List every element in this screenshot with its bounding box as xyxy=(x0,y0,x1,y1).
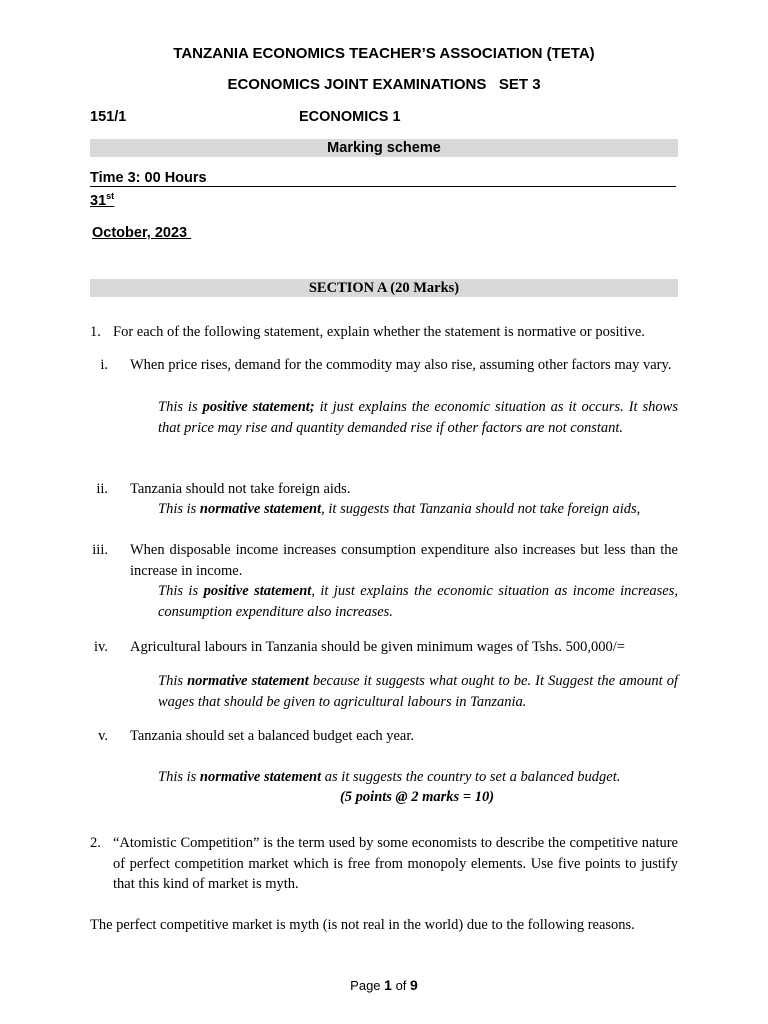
q1-item-number: v. xyxy=(98,728,108,744)
answer-explanation: as it suggests the country to set a balanced budget. xyxy=(321,769,621,785)
paper-code: 151/1 xyxy=(90,109,127,125)
answer-explanation: , it suggests that Tanzania should not take foreign aids, xyxy=(321,501,641,517)
answer-classification: normative statement xyxy=(199,769,322,785)
header-subtitle: ECONOMICS JOINT EXAMINATIONS SET 3 xyxy=(227,76,541,93)
answer-classification: positive statement; xyxy=(202,399,315,415)
answer-explanation: because it suggests what ought to be. It Suggest the amount of wages that should be given to agricultural labours in Tanzania. xyxy=(158,673,678,710)
answer-lead: This is xyxy=(158,399,203,415)
q1-item-number: ii. xyxy=(96,481,108,497)
q2-answer-intro: The perfect competitive market is myth (is not real in the world) due to the following reasons. xyxy=(90,917,635,933)
q1-item-text: Agricultural labours in Tanzania should be given minimum wages of Tshs. 500,000/= xyxy=(130,639,625,655)
answer-lead: This xyxy=(158,673,188,689)
page-word: Page xyxy=(350,978,385,993)
answer-explanation: , it just explains the economic situation as income increases, consumption expenditure also increases. xyxy=(158,583,678,620)
date-day-suffix: st xyxy=(106,191,115,201)
q1-item-answer xyxy=(158,767,678,788)
q1-item-answer xyxy=(158,397,678,438)
answer-classification: normative statement xyxy=(187,673,309,689)
q1-number: 1. xyxy=(90,324,101,340)
page-number: 1 xyxy=(384,977,392,993)
q1-item-answer xyxy=(158,671,678,712)
q1-marks-allocation: (5 points @ 2 marks = 10) xyxy=(339,789,495,805)
q1-item-text: Tanzania should set a balanced budget each year. xyxy=(130,728,415,744)
page-footer xyxy=(0,977,768,993)
time-line xyxy=(90,170,676,187)
q1-item-answer xyxy=(158,581,678,622)
q2-text: “Atomistic Competition” is the term used by some economists to describe the competitive nature of perfect competition market which is free from monopoly elements. Use five points to justify that this kind of market is myth. xyxy=(113,835,678,892)
q1-item-answer xyxy=(158,499,678,520)
q1-text: For each of the following statement, explain whether the statement is normative or positive. xyxy=(113,324,645,340)
header-title: TANZANIA ECONOMICS TEACHER’S ASSOCIATION (TETA) xyxy=(173,45,595,62)
answer-classification: normative statement xyxy=(199,501,322,517)
time-label: Time 3: 00 Hours xyxy=(90,170,207,186)
section-a-title: SECTION A (20 Marks) xyxy=(90,279,678,297)
answer-explanation: it just explains the economic situation as it occurs. It shows that price may rise and quantity demanded rise if other factors are not constant. xyxy=(158,399,678,436)
page-total: 9 xyxy=(410,977,418,993)
q1-item-number: iv. xyxy=(94,639,108,655)
of-word: of xyxy=(391,978,411,993)
answer-lead: This is xyxy=(158,501,200,517)
date-day xyxy=(90,191,114,209)
q1-item-text: When disposable income increases consumption expenditure also increases but less than the increase in income. xyxy=(130,542,678,579)
date-day-num: 31 xyxy=(90,192,107,209)
q1-item-number: i. xyxy=(100,357,108,373)
answer-classification: positive statement xyxy=(203,583,312,599)
q1-item-number: iii. xyxy=(92,542,108,558)
answer-lead: This is xyxy=(158,583,204,599)
q2-number: 2. xyxy=(90,835,101,851)
marking-scheme-banner: Marking scheme xyxy=(90,139,678,157)
date-month-year: October, 2023 xyxy=(92,225,192,241)
q1-item-text: Tanzania should not take foreign aids. xyxy=(130,481,351,497)
q1-item-text: When price rises, demand for the commodity may also rise, assuming other factors may vary. xyxy=(130,357,672,373)
answer-lead: This is xyxy=(158,769,200,785)
paper-subject: ECONOMICS 1 xyxy=(299,109,401,125)
